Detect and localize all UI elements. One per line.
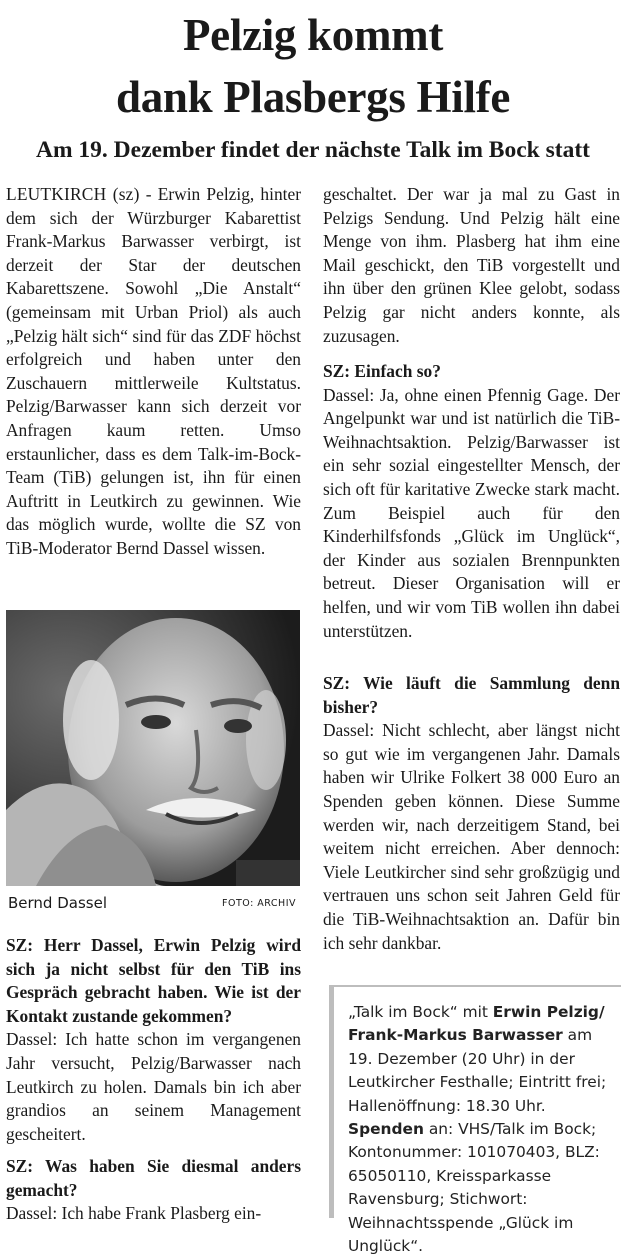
- headline-line-1: Pelzig kommt: [182, 10, 444, 60]
- photo-caption: [8, 892, 298, 914]
- answer-2-continued: [323, 183, 620, 348]
- info-lead: „Talk im Bock“ mit: [348, 1003, 493, 1021]
- caption-name: Bernd Dassel: [8, 894, 107, 912]
- info-donations-text: an: VHS/Talk im Bock; Kontonummer: 101070403, BLZ: 65050110, Kreissparkasse Ravensburg; Stichwort: Weihnachtsspende „Glück im Unglück“.: [348, 1120, 600, 1256]
- answer-3: Dassel: Ja, ohne einen Pfennig Gage. Der Angelpunkt war und ist natürlich die TiB-Weihnachtsaktion. Pelzig/Barwasser ist ein sehr sozial eingestellter Mensch, der sich oft für karitative Zwecke stark macht. Zum Beispiel auch für den Kinderhilfsfonds „Glück im Unglück“, der Kinder aus sozialen Brennpunkten betreut. Dieser Organisation will er helfen, und wir vom TiB wollen ihn dabei unterstützen.: [323, 384, 620, 641]
- qa-block-1: [6, 934, 301, 1146]
- dateline: LEUTKIRCH (sz): [6, 184, 140, 204]
- question-2: SZ: Was haben Sie diesmal anders gemacht?: [6, 1156, 301, 1200]
- portrait-photo: [6, 610, 300, 886]
- question-1: SZ: Herr Dassel, Erwin Pelzig wird sich ja nicht selbst für den TiB ins Gespräch gebracht haben. Wie ist der Kontakt zustande gekommen?: [6, 935, 301, 1026]
- headline-line-2: dank Plasbergs Hilfe: [115, 72, 511, 122]
- question-3: SZ: Einfach so?: [323, 361, 441, 381]
- info-donations-label: Spenden: [348, 1120, 424, 1139]
- info-performer: Erwin Pelzig/ Frank-Markus Barwasser: [348, 1003, 605, 1045]
- question-4: SZ: Wie läuft die Sammlung denn bisher?: [323, 673, 620, 717]
- qa-block-2: [6, 1155, 301, 1226]
- answer-2-start: Dassel: Ich habe Frank Plasberg ein-: [6, 1203, 262, 1224]
- event-info-box: [329, 985, 621, 1256]
- info-details: am 19. Dezember (20 Uhr) in der Leutkircher Festhalle; Eintritt frei; Hallenöffnung: 18.30 Uhr.: [348, 1026, 607, 1115]
- subheadline: Am 19. Dezember findet der nächste Talk im Bock statt: [36, 137, 590, 163]
- caption-credit: FOTO: ARCHIV: [222, 898, 296, 909]
- answer-4: Dassel: Nicht schlecht, aber längst nicht so gut wie im vergangenen Jahr. Damals haben wir Ulrike Folkert 38 000 Euro an Spenden geben können. Diese Summe werden wir, nach derzeitigem Stand, bei weitem nicht erreichen. Aber dennoch: Viele Leutkircher sind sehr großzügig und vertrauen uns schon seit Jahren Geld für die TiB-Weihnachtsaktion an. Dafür bin ich sehr dankbar.: [323, 720, 620, 953]
- intro-text: - Erwin Pelzig, hinter dem sich der Würzburger Kabarettist Frank-Markus Barwasser verbirgt, ist derzeit der Star der deutschen Kabarettszene. Sowohl „Die Anstalt“ (gemeinsam mit Urban Priol) als auch „Pelzig hält sich“ sind für das ZDF höchst erfolgreich und haben unter den Zuschauern mittlerweile Kultstatus. Pelzig/Barwasser kann sich derzeit vor Anfragen kaum retten. Umso erstaunlicher, dass es dem Talk-im-Bock-Team (TiB) gelungen ist, ihn für einen Auftritt in Leutkirch zu gewinnen. Wie das möglich wurde, wollte die SZ von TiB-Moderator Bernd Dassel wissen.: [6, 184, 301, 558]
- answer-2-text: geschaltet. Der war ja mal zu Gast in Pelzigs Sendung. Und Pelzig hält eine Menge von ihm. Plasberg hat ihm eine Mail geschickt, den TiB vorgestellt und ihn über den grünen Klee gelobt, sodass Pelzig gar nicht anders konnte, als zuzusagen.: [323, 184, 620, 346]
- qa-block-4: [323, 672, 620, 955]
- portrait-illustration: [6, 610, 300, 886]
- qa-block-3: [323, 360, 620, 643]
- intro-paragraph: [6, 183, 301, 561]
- answer-1: Dassel: Ich hatte schon im vergangenen Jahr versucht, Pelzig/Barwasser nach Leutkirch zu holen. Damals bin ich aber grandios an seinem Management gescheitert.: [6, 1029, 301, 1144]
